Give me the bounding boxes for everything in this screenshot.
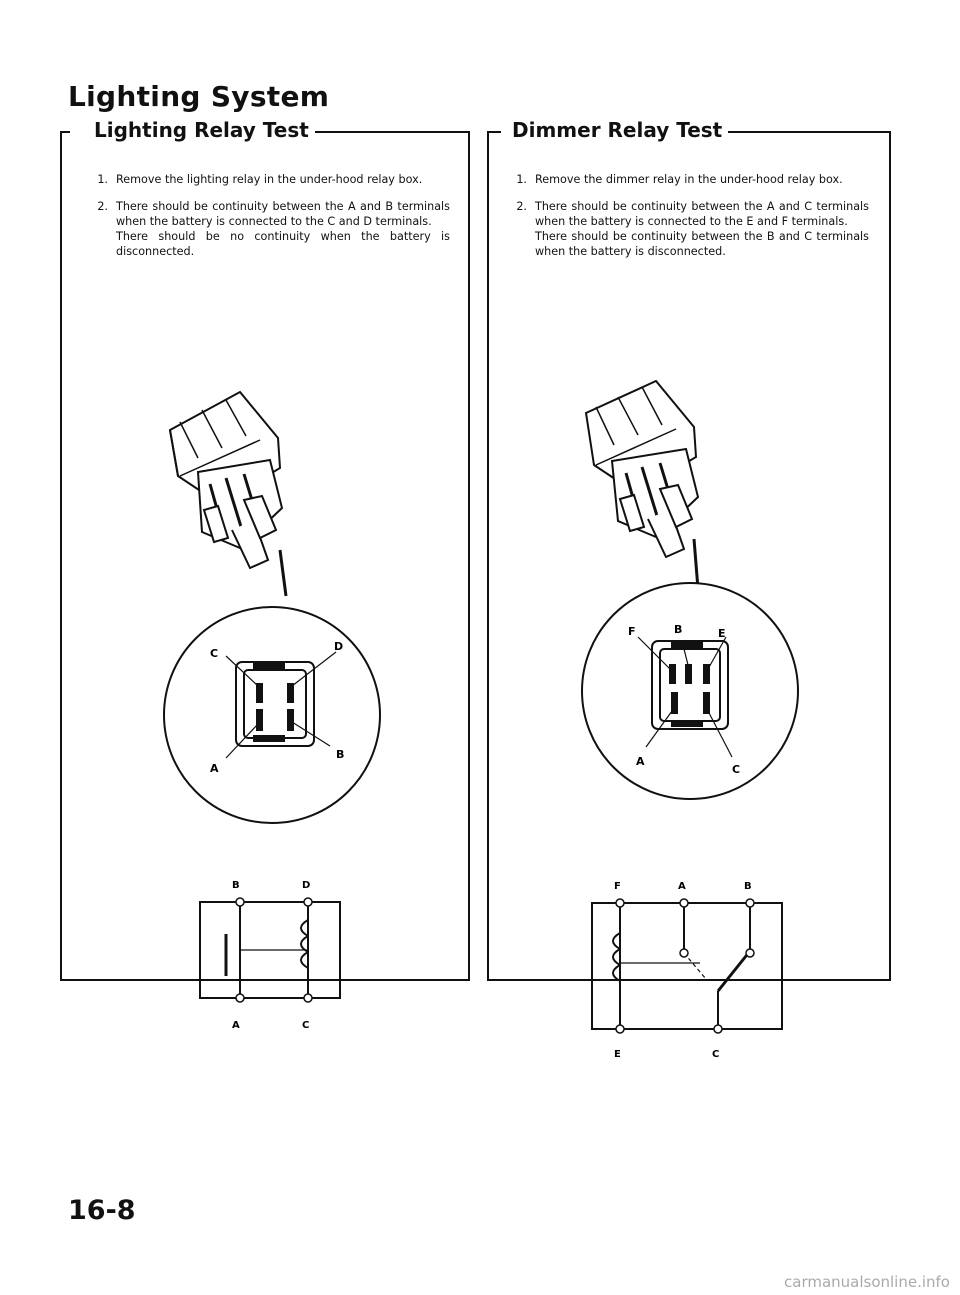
step-number: 1.: [516, 173, 527, 186]
step-item: [505, 199, 869, 259]
dimmer-relay-heading: Dimmer Relay Test: [506, 118, 728, 142]
terminal-label-d: D: [334, 640, 344, 653]
step-text: Remove the lighting relay in the under-hood relay box.: [116, 173, 423, 186]
watermark: carmanualsonline.info: [784, 1273, 950, 1291]
schematic-label-f: F: [614, 881, 621, 892]
terminal-label-b: B: [674, 623, 683, 636]
schematic-label-c: C: [712, 1049, 720, 1060]
terminal-label-f: F: [628, 625, 636, 638]
schematic-label-b: B: [232, 880, 240, 891]
dimmer-relay-illustration: [560, 375, 830, 1075]
terminal-label-c: C: [732, 763, 741, 776]
terminal-label-b: B: [336, 748, 345, 761]
schematic-label-a: A: [232, 1020, 240, 1031]
lighting-relay-steps: [86, 172, 450, 271]
schematic-label-e: E: [614, 1049, 621, 1060]
relay-body-icon: [586, 381, 698, 589]
terminal-label-a: A: [636, 755, 645, 768]
schematic-label-d: D: [302, 880, 311, 891]
relay-body-icon: [170, 392, 286, 596]
step-text: There should be continuity between the B and C terminals when the battery is disconnected.: [535, 230, 869, 258]
terminal-label-e: E: [718, 627, 726, 640]
schematic-label-b: B: [744, 881, 752, 892]
relay-schematic: [200, 902, 340, 998]
terminal-label-a: A: [210, 762, 219, 775]
page-title: Lighting System: [68, 80, 330, 113]
step-item: [86, 199, 450, 259]
relay-schematic: [592, 903, 782, 1029]
step-text: There should be continuity between the A and C terminals when the battery is connected to the E and F terminals.: [535, 200, 869, 228]
step-text: There should be continuity between the A and B terminals when the battery is connected to the C and D terminals.: [116, 200, 450, 228]
panel-top-rule: [706, 131, 889, 133]
panel-top-rule: [300, 131, 468, 133]
page-number: 16-8: [68, 1195, 136, 1226]
dimmer-relay-steps: [505, 172, 869, 271]
lighting-relay-heading: Lighting Relay Test: [88, 118, 315, 142]
connector-face-icon: [236, 662, 314, 746]
schematic-label-a: A: [678, 881, 686, 892]
step-text: There should be no continuity when the battery is disconnected.: [116, 230, 450, 258]
step-number: 2.: [516, 200, 527, 213]
step-number: 1.: [97, 173, 108, 186]
schematic-label-c: C: [302, 1020, 310, 1031]
step-item: [505, 172, 869, 187]
panel-top-rule: [60, 131, 70, 133]
step-item: [86, 172, 450, 187]
step-text: Remove the dimmer relay in the under-hood relay box.: [535, 173, 843, 186]
terminal-label-c: C: [210, 647, 219, 660]
lighting-relay-illustration: [140, 380, 410, 1070]
panel-top-rule: [487, 131, 501, 133]
step-number: 2.: [97, 200, 108, 213]
